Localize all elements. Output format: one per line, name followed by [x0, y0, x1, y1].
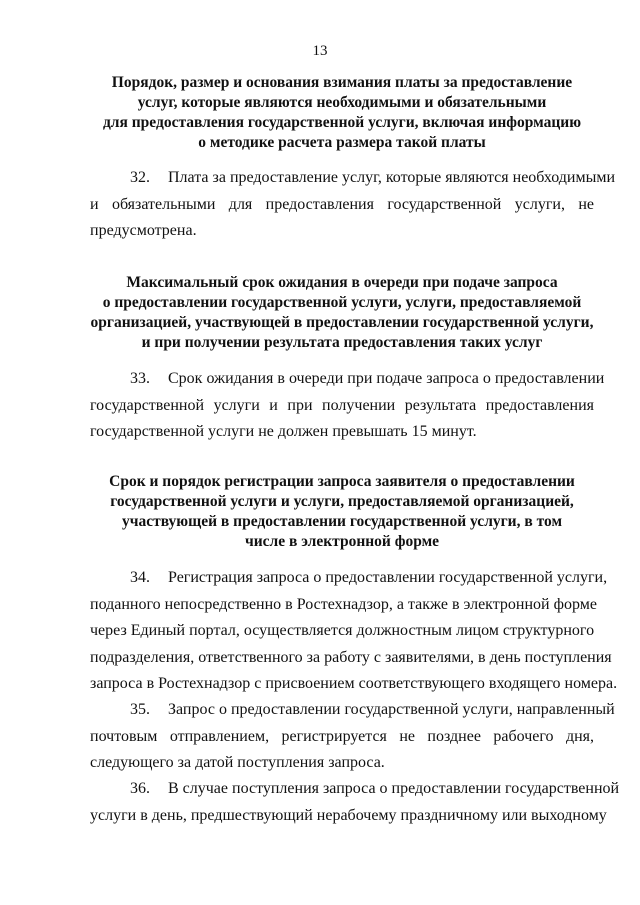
- page-number: 13: [312, 43, 328, 59]
- paragraph-text: Плата за предоставление услуг, которые являются необходимыми: [168, 169, 616, 186]
- heading-line: Порядок, размер и основания взимания платы за предоставление: [111, 74, 573, 91]
- heading-line: участвующей в предоставлении государственной услуги, в том: [121, 513, 563, 530]
- paragraph-line: почтовым отправлением, регистрируется не позднее рабочего дня,: [90, 727, 594, 745]
- section-heading-registration: [90, 472, 594, 552]
- paragraph-line: [90, 366, 605, 393]
- paragraph-36: [90, 776, 620, 829]
- heading-line: услуг, которые являются необходимыми и обязательными: [137, 94, 547, 111]
- paragraph-line: предусмотрена.: [90, 222, 197, 239]
- paragraph-line: поданного непосредственно в Ростехнадзор, а также в электронной форме: [90, 595, 597, 613]
- paragraph-number: 34.: [130, 569, 150, 586]
- paragraph-line: [90, 165, 616, 192]
- paragraph-line: через Единый портал, осуществляется должностным лицом структурного: [90, 622, 595, 639]
- paragraph-32: [90, 165, 616, 245]
- heading-line: о методике расчета размера такой платы: [198, 134, 486, 151]
- heading-line: для предоставления государственной услуги, включая информацию: [102, 114, 582, 131]
- paragraph-line: [90, 565, 608, 592]
- paragraph-33: [90, 366, 605, 446]
- heading-line: Максимальный срок ожидания в очереди при подаче запроса: [126, 274, 558, 291]
- paragraph-line: государственной услуги не должен превышать 15 минут.: [90, 423, 477, 440]
- paragraph-text: Регистрация запроса о предоставлении государственной услуги,: [168, 569, 608, 586]
- heading-line: организацией, участвующей в предоставлении государственной услуги,: [90, 314, 594, 331]
- paragraph-line: подразделения, ответственного за работу с заявителями, в день поступления: [90, 648, 612, 666]
- paragraph-line: услуги в день, предшествующий нерабочему праздничному или выходному: [90, 806, 607, 824]
- heading-line: и при получении результата предоставления таких услуг: [141, 334, 543, 351]
- paragraph-line: государственной услуги и при получении результата предоставления: [90, 396, 594, 414]
- paragraph-number: 32.: [130, 169, 150, 186]
- paragraph-line: запроса в Ростехнадзор с присвоением соответствующего входящего номера.: [90, 675, 618, 692]
- paragraph-text: Срок ожидания в очереди при подаче запроса о предоставлении: [168, 370, 605, 387]
- paragraph-number: 36.: [130, 780, 150, 797]
- heading-line: Срок и порядок регистрации запроса заявителя о предоставлении: [109, 473, 575, 490]
- heading-line: числе в электронной форме: [244, 533, 440, 550]
- heading-line: о предоставлении государственной услуги, услуги, предоставляемой: [102, 294, 582, 311]
- section-heading-queue: [90, 273, 594, 353]
- paragraph-line: [90, 776, 620, 803]
- paragraph-number: 35.: [130, 701, 150, 718]
- paragraph-text: Запрос о предоставлении государственной услуги, направленный: [168, 701, 615, 718]
- paragraph-line: и обязательными для предоставления государственной услуги, не: [90, 195, 594, 213]
- paragraph-35: [90, 697, 615, 777]
- paragraph-number: 33.: [130, 370, 150, 387]
- paragraph-line: [90, 697, 615, 724]
- heading-line: государственной услуги и услуги, предоставляемой организацией,: [110, 493, 574, 510]
- paragraph-line: следующего за датой поступления запроса.: [90, 754, 385, 771]
- paragraph-text: В случае поступления запроса о предоставлении государственной: [168, 780, 620, 797]
- paragraph-34: [90, 565, 618, 698]
- section-heading-fee: [90, 73, 594, 153]
